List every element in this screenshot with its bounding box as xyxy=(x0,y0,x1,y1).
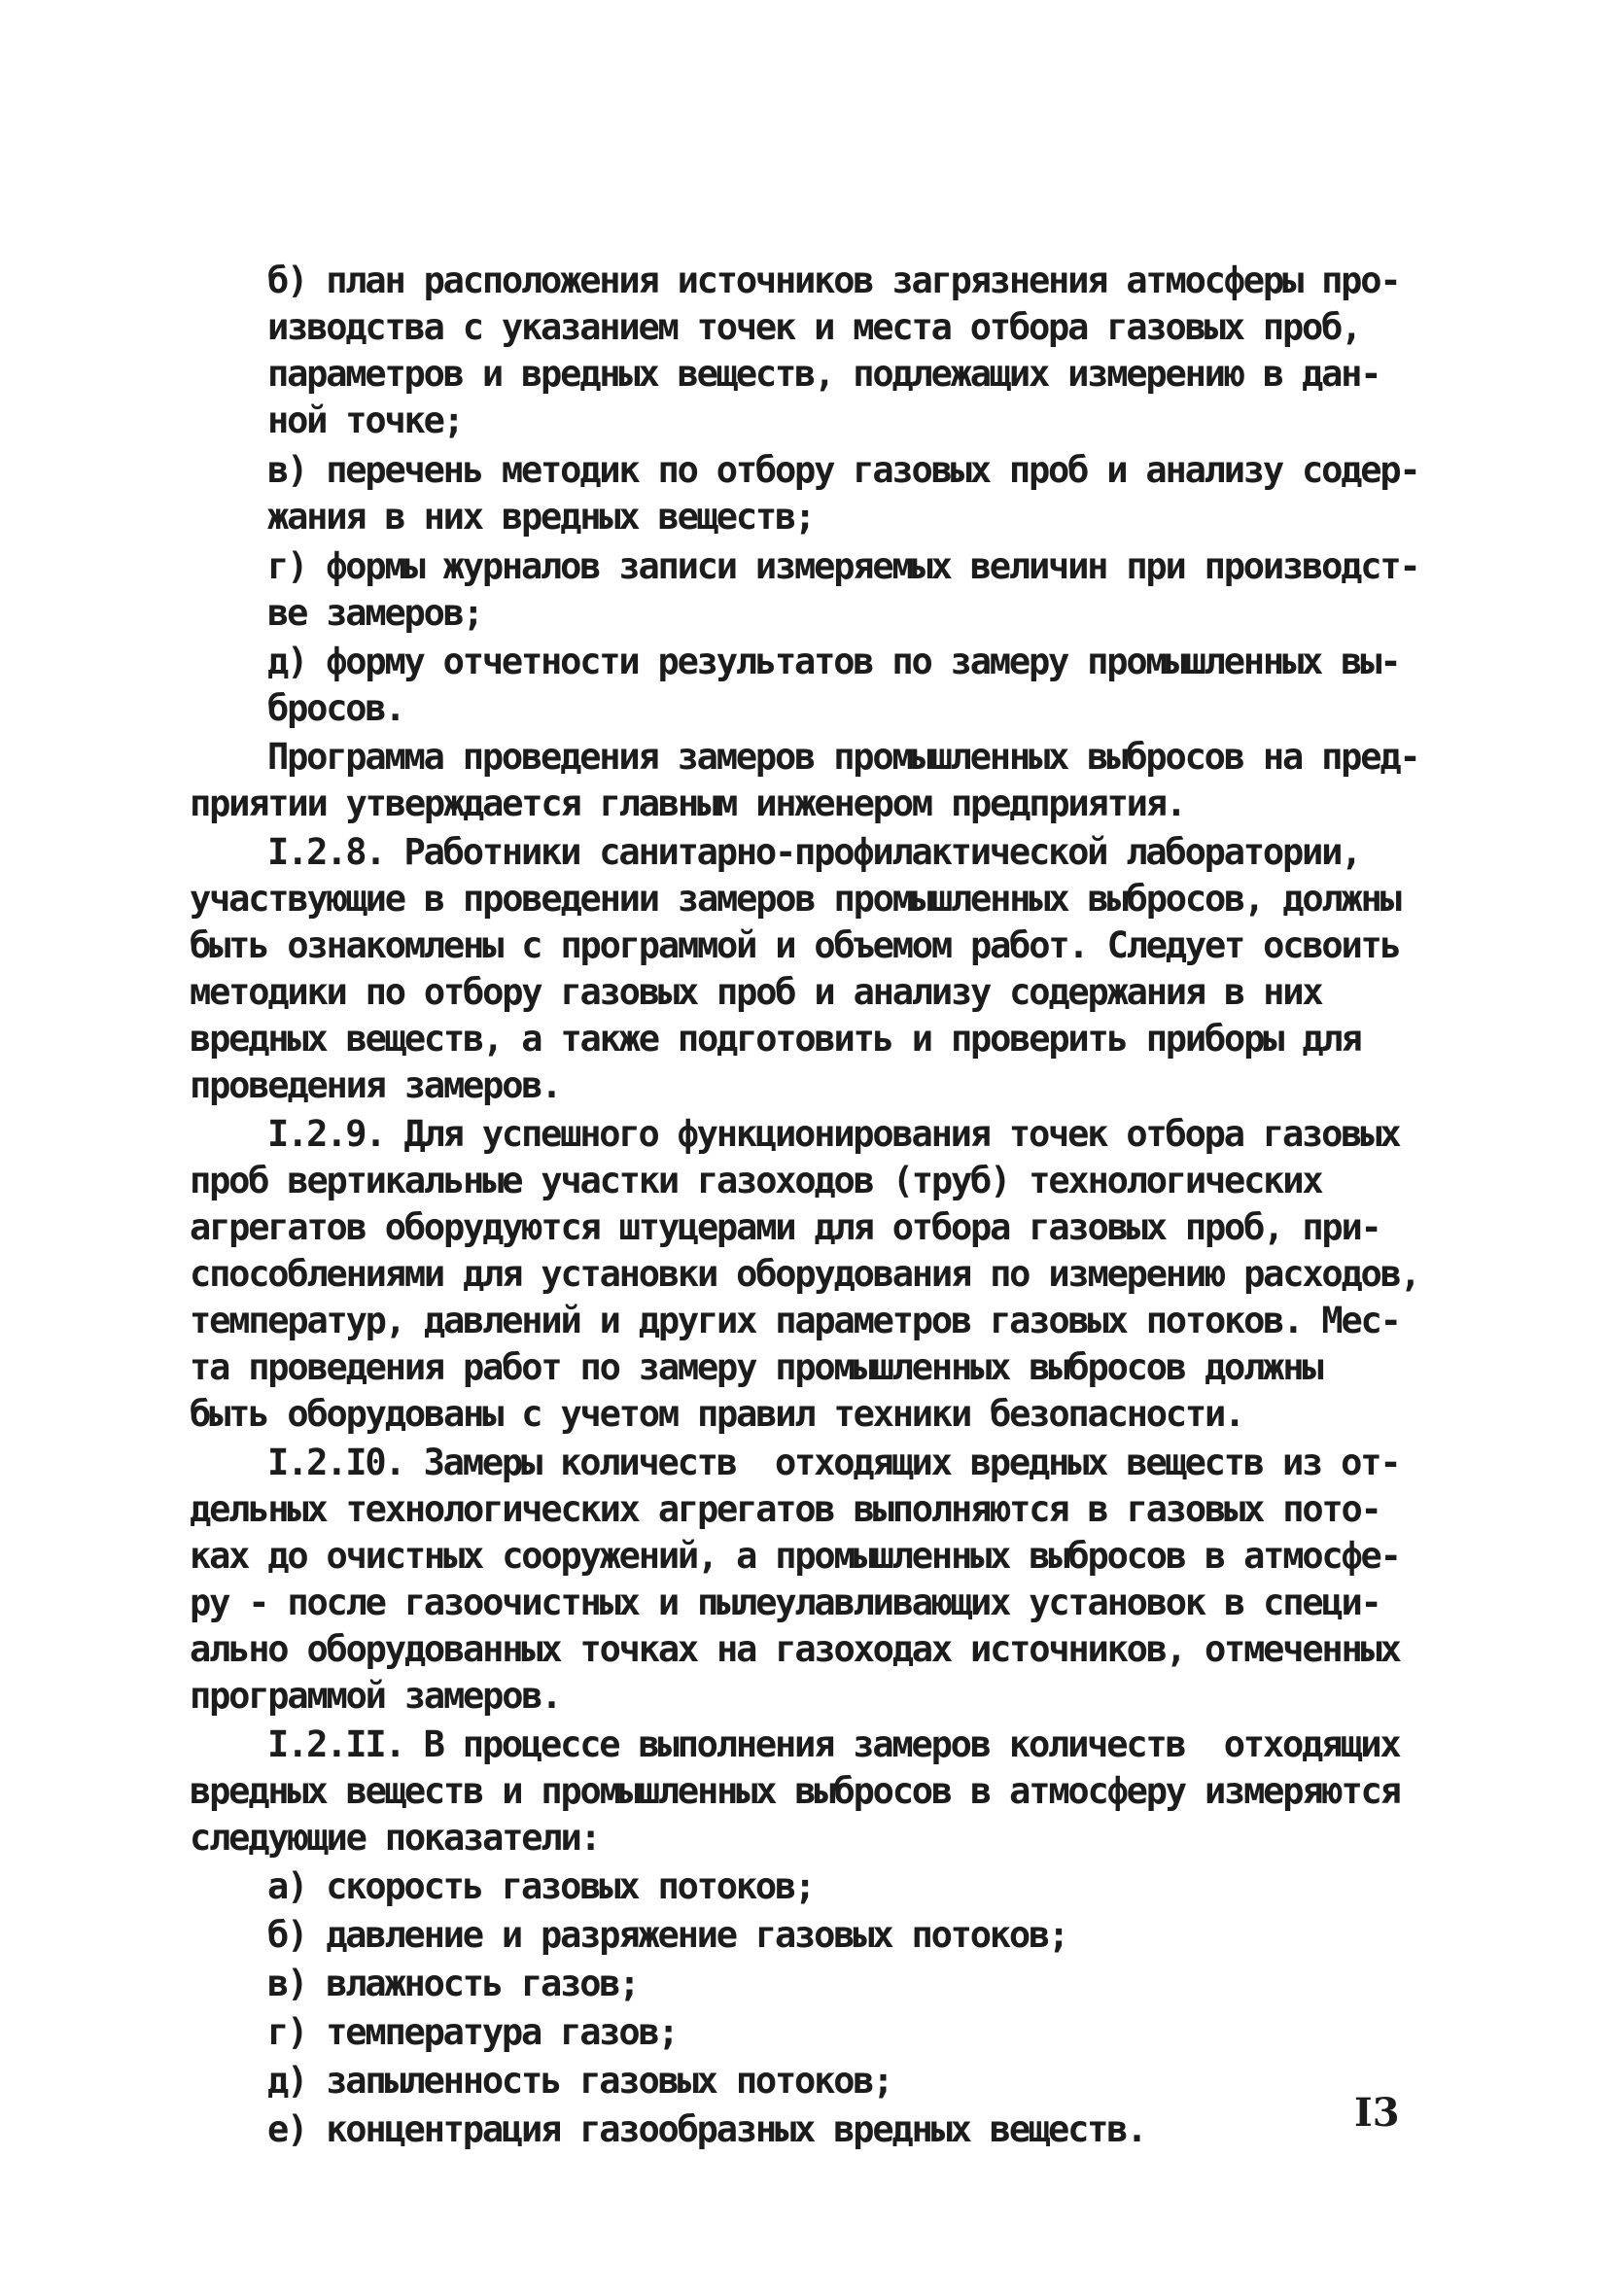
text-line: изводства с указанием точек и места отбора газовых проб, xyxy=(267,306,1361,348)
text-line: дельных технологических агрегатов выполняются в газовых пото- xyxy=(190,1488,1380,1530)
text-line: ально оборудованных точках на газоходах источников, отмеченных xyxy=(190,1628,1400,1670)
text-line: бросов. xyxy=(267,687,404,729)
text-line: агрегатов оборудуются штуцерами для отбора газовых проб, при- xyxy=(190,1206,1380,1248)
page-number: I3 xyxy=(1354,2090,1400,2136)
text-line: вредных веществ, а также подготовить и проверить приборы для xyxy=(190,1018,1361,1060)
text-line: проведения замеров. xyxy=(190,1064,561,1106)
list-item: б) давление и разряжение газовых потоков; xyxy=(267,1914,1068,1956)
text-line: ру - после газоочистных и пылеулавливающих установок в специ- xyxy=(190,1582,1380,1623)
section-1-2-9-start: I.2.9. Для успешного функционирования точек отбора газовых xyxy=(267,1113,1400,1155)
list-item: г) формы журналов записи измеряемых величин при производст- xyxy=(267,545,1419,587)
text-line: следующие показатели: xyxy=(190,1817,600,1859)
list-item: д) форму отчетности результатов по замеру промышленных вы- xyxy=(267,641,1400,682)
text-line: температур, давлений и других параметров газовых потоков. Мес- xyxy=(190,1300,1400,1341)
list-item: г) температура газов; xyxy=(267,2011,678,2053)
text-line: проб вертикальные участки газоходов (труб) технологических xyxy=(190,1160,1322,1201)
text-line: б) план расположения источников загрязнения атмосферы про- xyxy=(267,260,1400,301)
list-item: д) запыленность газовых потоков; xyxy=(267,2060,892,2102)
list-item: в) влажность газов; xyxy=(267,1963,639,2004)
text-line: методики по отбору газовых проб и анализу содержания в них xyxy=(190,971,1322,1013)
text-line: приятии утверждается главным инженером предприятия. xyxy=(190,783,1185,824)
paragraph-start: Программа проведения замеров промышленных выбросов на пред- xyxy=(267,736,1419,778)
text-line: программой замеров. xyxy=(190,1675,561,1717)
text-line: ной точке; xyxy=(267,400,463,441)
list-item: а) скорость газовых потоков; xyxy=(267,1865,815,1907)
text-line: ве замеров; xyxy=(267,592,482,634)
text-line: ках до очистных сооружений, а промышленных выбросов в атмосфе- xyxy=(190,1535,1400,1577)
text-line: вредных веществ и промышленных выбросов в атмосферу измеряются xyxy=(190,1770,1400,1812)
text-line: параметров и вредных веществ, подлежащих измерению в дан- xyxy=(267,353,1380,395)
text-line: быть оборудованы с учетом правил техники безопасности. xyxy=(190,1393,1244,1435)
list-item: е) концентрация газообразных вредных веществ. xyxy=(267,2108,1146,2150)
text-line: способлениями для установки оборудования по измерению расходов, xyxy=(190,1253,1419,1295)
section-1-2-10-start: I.2.I0. Замеры количеств отходящих вредных веществ из от- xyxy=(267,1442,1400,1483)
section-1-2-11-start: I.2.II. В процессе выполнения замеров количеств отходящих xyxy=(267,1723,1400,1765)
text-line: быть ознакомлены с программой и объемом работ. Следует освоить xyxy=(190,924,1400,966)
text-line: жания в них вредных веществ; xyxy=(267,496,815,538)
text-line: та проведения работ по замеру промышленных выбросов должны xyxy=(190,1346,1322,1388)
section-1-2-8-start: I.2.8. Работники санитарно-профилактической лаборатории, xyxy=(267,831,1361,873)
text-line: участвующие в проведении замеров промышленных выбросов, должны xyxy=(190,878,1400,920)
list-item: в) перечень методик по отбору газовых проб и анализу содер- xyxy=(267,449,1419,491)
